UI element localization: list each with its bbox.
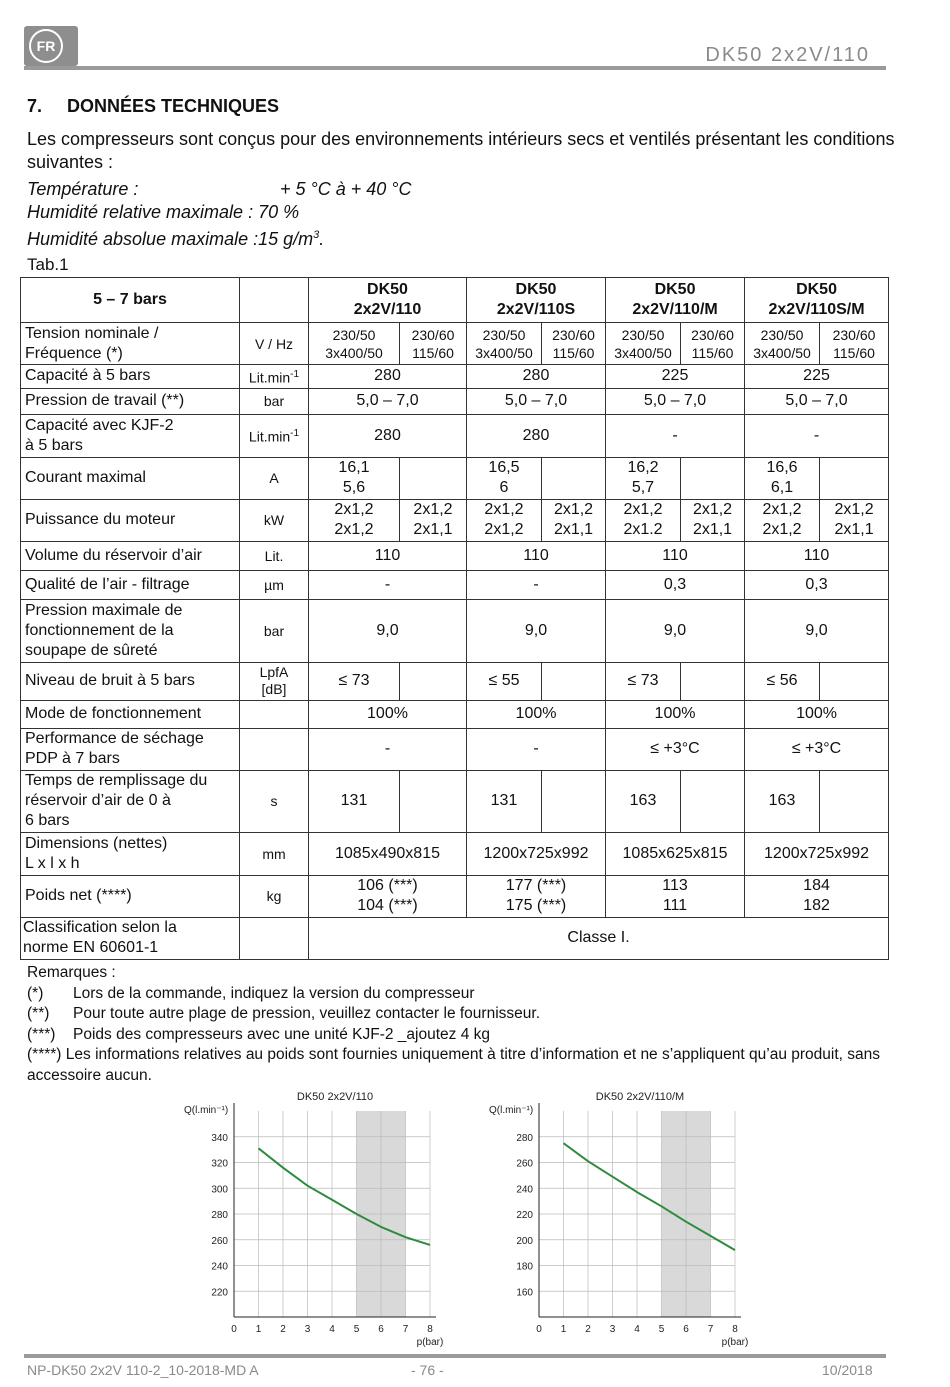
row-label: Pression de travail (**) <box>21 388 240 414</box>
cell: 0,3 <box>606 570 745 599</box>
y-tick-label: 300 <box>211 1184 228 1196</box>
cell: ≤ 55 <box>467 662 542 700</box>
x-tick-label: 6 <box>683 1324 689 1335</box>
remarks-title: Remarques : <box>27 964 116 981</box>
cell: 2x1,2 2x1,1 <box>820 499 889 541</box>
abs-humidity-sup: 3 <box>313 229 320 241</box>
x-tick-label: 3 <box>304 1324 311 1335</box>
cell: 5,0 – 7,0 <box>309 388 467 414</box>
cell: 1200x725x992 <box>467 832 606 875</box>
x-tick-label: 2 <box>280 1324 286 1335</box>
x-tick-label: 5 <box>658 1324 665 1335</box>
row-unit: kW <box>240 499 309 541</box>
y-tick-label: 200 <box>516 1235 533 1247</box>
row-label: Volume du réservoir d’air <box>21 541 240 570</box>
remark-item: (**) Pour toute autre plage de pression, veuillez contacter le fournisseur. <box>27 1005 540 1022</box>
x-tick-label: 5 <box>353 1324 360 1335</box>
cell: - <box>606 414 745 457</box>
cell: 0,3 <box>745 570 889 599</box>
row-classification <box>21 917 889 959</box>
table-label: Tab.1 <box>27 255 69 274</box>
x-tick-label: 8 <box>427 1324 433 1335</box>
cell: 184 182 <box>745 875 889 917</box>
remark-item: (***) Poids des compresseurs avec une unité KJF-2 _ajoutez 4 kg <box>27 1025 491 1043</box>
chart-svg <box>178 1086 458 1348</box>
cell: 9,0 <box>467 599 606 662</box>
cell: - <box>745 414 889 457</box>
cell: 280 <box>309 414 467 457</box>
cell: 230/60 115/60 <box>820 323 889 365</box>
row-capacite <box>21 365 889 389</box>
cell: - <box>467 570 606 599</box>
row-mode <box>21 700 889 728</box>
footer-date: 10/2018 <box>822 1362 873 1378</box>
cell-empty <box>542 457 606 499</box>
cell: 163 <box>745 770 820 832</box>
abs-humidity-text: Humidité absolue maximale :15 g/m <box>27 229 314 249</box>
chart-title: DK50 2x2V/110/M <box>595 1091 685 1103</box>
row-unit: LpfA [dB] <box>240 662 309 700</box>
row-poids <box>21 875 889 917</box>
row-label: Capacité avec KJF-2 à 5 bars <box>21 414 240 457</box>
row-unit: mm <box>240 832 309 875</box>
cell: 16,5 6 <box>467 457 542 499</box>
row-label: Performance de séchage PDP à 7 bars <box>21 728 240 770</box>
cell: 2x1,2 2x1,2 <box>309 499 400 541</box>
row-label: Classification selon la norme EN 60601-1 <box>21 917 240 959</box>
cell: ≤ 73 <box>606 662 681 700</box>
condition-rel-humidity: Humidité relative maximale : 70 % <box>27 202 300 222</box>
cell-empty <box>820 770 889 832</box>
x-tick-label: 7 <box>707 1324 714 1335</box>
row-label: Pression maximale de fonctionnement de la soupape de sûreté <box>21 599 240 662</box>
intro-paragraph: Les compresseurs sont conçus pour des environnements intérieurs secs et ventilés présentant les conditions suivantes : <box>27 129 895 172</box>
cell: 230/50 3x400/50 <box>467 323 542 365</box>
section-title-text: DONNÉES TECHNIQUES <box>67 96 280 116</box>
x-tick-label: 0 <box>231 1324 237 1335</box>
chart-1 <box>178 1086 458 1353</box>
cell: 230/50 3x400/50 <box>309 323 400 365</box>
x-tick-label: 7 <box>402 1324 409 1335</box>
cell-empty <box>681 662 745 700</box>
header-model: DK50 2x2V/110/M <box>606 278 745 323</box>
cell: 280 <box>467 414 606 457</box>
temp-label: Température : <box>27 179 139 199</box>
header-model: DK50 2x2V/110S/M <box>745 278 889 323</box>
cell: 110 <box>467 541 606 570</box>
row-unit: $Lit.\min^{-1}$ <box>240 365 309 389</box>
row-unit: $Lit.\min^{-1}$ <box>240 414 309 457</box>
cell: 100% <box>745 700 889 728</box>
row-puissance <box>21 499 889 541</box>
cell: 230/50 3x400/50 <box>745 323 820 365</box>
remark-item: (****) Les informations relatives au poids sont fournies uniquement à titre d’information et ne s’appliquent qu’au produit, sans accessoire aucun. <box>27 1046 880 1084</box>
cell: 280 <box>467 365 606 389</box>
cell: 9,0 <box>309 599 467 662</box>
row-unit: A <box>240 457 309 499</box>
row-unit <box>240 700 309 728</box>
cell: ≤ +3°C <box>745 728 889 770</box>
row-courant <box>21 457 889 499</box>
section-number: 7. <box>27 96 43 116</box>
footer-doc-ref: NP-DK50 2x2V 110-2_10-2018-MD A <box>27 1362 259 1378</box>
row-unit: s <box>240 770 309 832</box>
row-label: Poids net (****) <box>21 875 240 917</box>
row-volume <box>21 541 889 570</box>
cell-empty <box>542 662 606 700</box>
row-label: Dimensions (nettes) L x l x h <box>21 832 240 875</box>
row-capacite-kjf <box>21 414 889 457</box>
abs-humidity-end: . <box>319 229 325 249</box>
chart-title: DK50 2x2V/110 <box>296 1091 374 1103</box>
cell: 113 111 <box>606 875 745 917</box>
y-tick-label: 260 <box>211 1235 228 1247</box>
cell: 131 <box>467 770 542 832</box>
spec-table <box>20 277 889 960</box>
row-bruit <box>21 662 889 700</box>
cell-empty <box>820 662 889 700</box>
row-label: Courant maximal <box>21 457 240 499</box>
cell: 2x1,2 2x1,2 <box>745 499 820 541</box>
y-tick-label: 180 <box>516 1261 533 1273</box>
row-label: Niveau de bruit à 5 bars <box>21 662 240 700</box>
cell: 110 <box>309 541 467 570</box>
remark-item: (*) Lors de la commande, indiquez la version du compresseur <box>27 984 475 1002</box>
x-tick-label: 2 <box>585 1324 591 1335</box>
row-dimensions <box>21 832 889 875</box>
row-qualite <box>21 570 889 599</box>
row-label: Capacité à 5 bars <box>21 365 240 389</box>
remarks <box>27 963 887 1086</box>
cell: 5,0 – 7,0 <box>606 388 745 414</box>
x-axis-label: p(bar) <box>721 1337 749 1348</box>
x-tick-label: 8 <box>732 1324 738 1335</box>
cell: 280 <box>309 365 467 389</box>
row-unit <box>240 917 309 959</box>
language-badge <box>24 26 78 66</box>
cell: 110 <box>606 541 745 570</box>
section-title <box>27 96 279 117</box>
row-label: Qualité de l’air - filtrage <box>21 570 240 599</box>
y-tick-label: 240 <box>211 1261 228 1273</box>
header-model: DK50 2x2V/110 <box>309 278 467 323</box>
cell: 225 <box>745 365 889 389</box>
cell: 230/60 115/60 <box>542 323 606 365</box>
cell-empty <box>681 770 745 832</box>
cell: 163 <box>606 770 681 832</box>
cell: 16,2 5,7 <box>606 457 681 499</box>
y-tick-label: 280 <box>516 1132 533 1144</box>
cell: ≤ 56 <box>745 662 820 700</box>
cell: 100% <box>606 700 745 728</box>
row-remplissage <box>21 770 889 832</box>
cell: Classe I. <box>309 917 889 959</box>
cell: 230/60 115/60 <box>681 323 745 365</box>
cell: 131 <box>309 770 400 832</box>
y-tick-label: 280 <box>211 1210 228 1221</box>
y-tick-label: 340 <box>211 1132 228 1144</box>
x-tick-label: 1 <box>255 1324 262 1335</box>
footer-divider <box>24 1354 886 1358</box>
cell: 177 (***) 175 (***) <box>467 875 606 917</box>
header-unit <box>240 278 309 323</box>
cell-empty <box>400 770 467 832</box>
cell: 2x1,2 2x1,2 <box>467 499 542 541</box>
cell-empty <box>542 770 606 832</box>
cell: 230/60 115/60 <box>400 323 467 365</box>
chart-2 <box>483 1086 763 1353</box>
x-tick-label: 1 <box>560 1324 567 1335</box>
footer-page-number: - 76 - <box>411 1362 444 1378</box>
x-tick-label: 0 <box>536 1324 542 1335</box>
cell: 1085x490x815 <box>309 832 467 875</box>
header-model: DK50 2x2V/110S <box>467 278 606 323</box>
language-badge-label: FR <box>29 29 63 63</box>
cell: 9,0 <box>606 599 745 662</box>
cell: ≤ +3°C <box>606 728 745 770</box>
cell: 9,0 <box>745 599 889 662</box>
row-label: Mode de fonctionnement <box>21 700 240 728</box>
row-label: Puissance du moteur <box>21 499 240 541</box>
cell: 1085x625x815 <box>606 832 745 875</box>
cell-empty <box>820 457 889 499</box>
cell: 1200x725x992 <box>745 832 889 875</box>
cell: 110 <box>745 541 889 570</box>
cell-empty <box>400 457 467 499</box>
cell: 2x1,2 2x1,1 <box>542 499 606 541</box>
y-tick-label: 260 <box>516 1158 533 1170</box>
y-axis-label: Q(l.min⁻¹) <box>184 1105 229 1116</box>
cell: 5,0 – 7,0 <box>467 388 606 414</box>
row-label: Tension nominale / Fréquence (*) <box>21 323 240 365</box>
row-unit <box>240 728 309 770</box>
cell: - <box>309 570 467 599</box>
y-tick-label: 240 <box>516 1184 533 1196</box>
cell-empty <box>681 457 745 499</box>
y-axis-label: Q(l.min⁻¹) <box>489 1105 534 1116</box>
x-tick-label: 3 <box>609 1324 616 1335</box>
cell: 100% <box>467 700 606 728</box>
x-axis-label: p(bar) <box>416 1337 444 1348</box>
cell: 16,1 5,6 <box>309 457 400 499</box>
cell: 16,6 6,1 <box>745 457 820 499</box>
row-sechage <box>21 728 889 770</box>
row-label: Temps de remplissage du réservoir d’air de 0 à 6 bars <box>21 770 240 832</box>
cell-empty <box>400 662 467 700</box>
header-param: 5 – 7 bars <box>21 278 240 323</box>
cell: 100% <box>309 700 467 728</box>
y-tick-label: 160 <box>516 1287 533 1299</box>
condition-temperature <box>27 178 411 201</box>
doc-title: DK50 2x2V/110 <box>705 44 870 66</box>
cell: 2x1,2 2x1,1 <box>400 499 467 541</box>
row-pression-max <box>21 599 889 662</box>
condition-abs-humidity <box>27 224 324 251</box>
y-tick-label: 320 <box>211 1158 228 1170</box>
row-unit: kg <box>240 875 309 917</box>
cell: ≤ 73 <box>309 662 400 700</box>
y-tick-label: 220 <box>516 1210 533 1221</box>
cell: - <box>467 728 606 770</box>
row-unit: Lit. <box>240 541 309 570</box>
temp-value: + 5 °C à + 40 °C <box>280 179 412 199</box>
row-unit: V / Hz <box>240 323 309 365</box>
cell: 2x1,2 2x1,1 <box>681 499 745 541</box>
y-tick-label: 220 <box>211 1287 228 1299</box>
row-tension <box>21 323 889 365</box>
cell: 106 (***) 104 (***) <box>309 875 467 917</box>
x-tick-label: 4 <box>329 1324 335 1335</box>
row-unit: bar <box>240 599 309 662</box>
row-unit: µm <box>240 570 309 599</box>
row-pression-travail <box>21 388 889 414</box>
x-tick-label: 6 <box>378 1324 384 1335</box>
x-tick-label: 4 <box>634 1324 640 1335</box>
table-header-row <box>21 278 889 323</box>
cell: 2x1,2 2x1.2 <box>606 499 681 541</box>
cell: 225 <box>606 365 745 389</box>
cell: 230/50 3x400/50 <box>606 323 681 365</box>
row-unit: bar <box>240 388 309 414</box>
cell: 5,0 – 7,0 <box>745 388 889 414</box>
cell: - <box>309 728 467 770</box>
chart-svg <box>483 1086 763 1348</box>
